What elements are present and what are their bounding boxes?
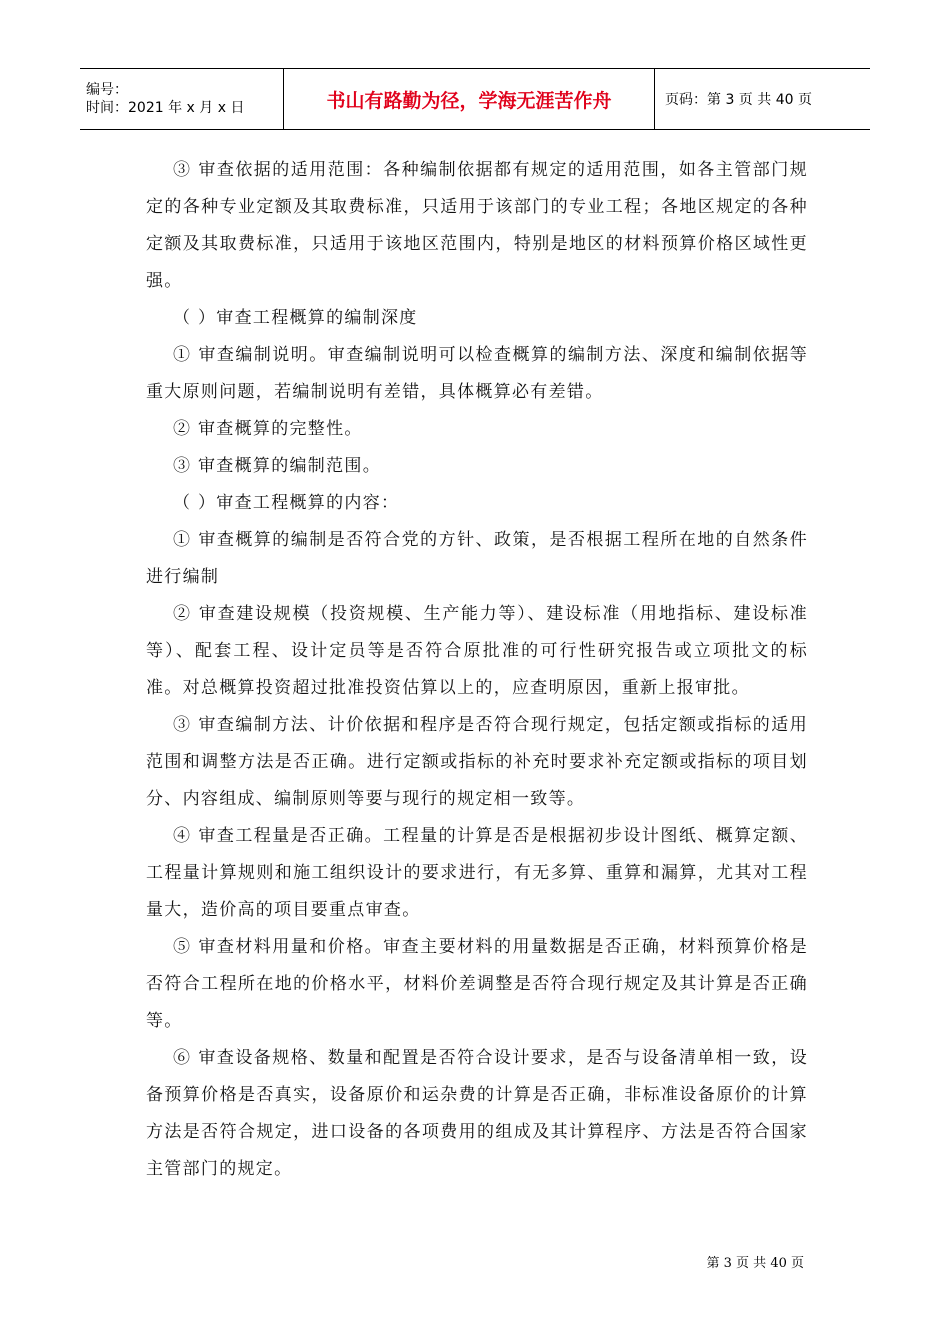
header-meta [80,69,283,129]
document-number-label: 编号： [86,82,128,98]
document-date: 时间：2021 年 x 月 x 日 [86,100,245,116]
paragraph: ① 审查编制说明。审查编制说明可以检查概算的编制方法、深度和编制依据等重大原则问题，若编制说明有差错，具体概算必有差错。 [146,345,808,402]
paragraph: ③ 审查依据的适用范围：各种编制依据都有规定的适用范围，如各主管部门规定的各种专业定额及其取费标准，只适用于该部门的专业工程；各地区规定的各种定额及其取费标准，只适用于该地区范围内，特别是地区的材料预算价格区域性更强。 [146,160,808,291]
paragraph: ① 审查概算的编制是否符合党的方针、政策，是否根据工程所在地的自然条件进行编制 [146,530,808,587]
paragraph: （ ）审查工程概算的编制深度 [173,308,418,328]
paragraph: ③ 审查编制方法、计价依据和程序是否符合现行规定，包括定额或指标的适用范围和调整方法是否正确。进行定额或指标的补充时要求补充定额或指标的项目划分、内容组成、编制原则等要与现行的规定相一致等。 [146,715,808,809]
header-motto: 书山有路勤为径，学海无涯苦作舟 [283,69,655,129]
document-body [146,152,808,1188]
paragraph: ③ 审查概算的编制范围。 [173,456,382,476]
paragraph: ② 审查建设规模（投资规模、生产能力等）、建设标准（用地指标、建设标准等）、配套工程、设计定员等是否符合原批准的可行性研究报告或立项批文的标准。对总概算投资超过批准投资估算以上的，应查明原因，重新上报审批。 [146,604,808,698]
page-footer: 第 3 页 共 40 页 [706,1256,804,1271]
paragraph: （ ）审查工程概算的内容： [173,493,400,513]
paragraph: ② 审查概算的完整性。 [173,419,363,439]
header-page-info: 页码：第 3 页 共 40 页 [665,92,812,108]
page-header [80,68,870,130]
paragraph: ⑥ 审查设备规格、数量和配置是否符合设计要求，是否与设备清单相一致，设备预算价格是否真实，设备原价和运杂费的计算是否正确，非标准设备原价的计算方法是否符合规定，进口设备的各项费用的组成及其计算程序、方法是否符合国家主管部门的规定。 [146,1048,808,1179]
paragraph: ④ 审查工程量是否正确。工程量的计算是否是根据初步设计图纸、概算定额、工程量计算规则和施工组织设计的要求进行，有无多算、重算和漏算，尤其对工程量大，造价高的项目要重点审查。 [146,826,808,920]
paragraph: ⑤ 审查材料用量和价格。审查主要材料的用量数据是否正确，材料预算价格是否符合工程所在地的价格水平，材料价差调整是否符合现行规定及其计算是否正确等。 [146,937,808,1031]
